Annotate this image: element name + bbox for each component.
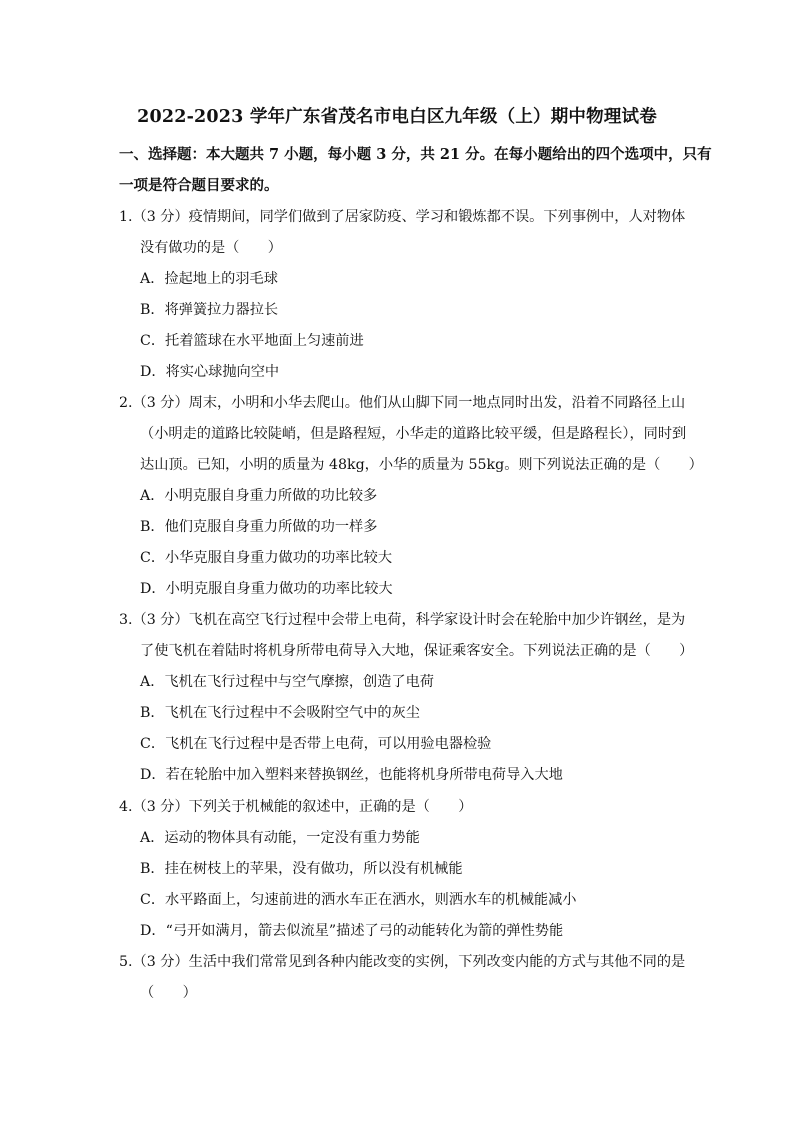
question-2-option-a: A．小明克服自身重力所做的功比较多 [140,488,378,504]
question-4-option-c: C．水平路面上，匀速前进的洒水车正在洒水，则洒水车的机械能减小 [140,892,577,908]
question-3-option-c: C．飞机在飞行过程中是否带上电荷，可以用验电器检验 [140,736,492,752]
section-heading-line-1: 一、选择题：本大题共 7 小题，每小题 3 分，共 21 分。在每小题给出的四个选项中，只有 [119,146,712,163]
question-3-line-1: 3.（3 分）飞机在高空飞行过程中会带上电荷，科学家设计时会在轮胎中加少许钢丝，是为 [119,612,686,628]
question-1-line-2: 没有做功的是（ ） [140,240,282,256]
question-1-option-b: B．将弹簧拉力器拉长 [140,302,279,318]
question-3-option-a: A．飞机在飞行过程中与空气摩擦，创造了电荷 [140,674,434,690]
question-4-option-d: D．“弓开如满月，箭去似流星”描述了弓的动能转化为箭的弹性势能 [140,923,564,939]
question-4-option-b: B．挂在树枝上的苹果，没有做功，所以没有机械能 [140,861,463,877]
question-2-line-1: 2.（3 分）周末，小明和小华去爬山。他们从山脚下同一地点同时出发，沿着不同路径上山 [119,395,686,411]
question-4-line-1: 4.（3 分）下列关于机械能的叙述中，正确的是（ ） [119,799,473,815]
exam-title: 2022-2023 学年广东省茂名市电白区九年级（上）期中物理试卷 [137,107,657,127]
question-1-line-1: 1.（3 分）疫情期间，同学们做到了居家防疫、学习和锻炼都不误。下列事例中，人对物体 [119,209,686,225]
question-2-line-3: 达山顶。已知，小明的质量为 48kg，小华的质量为 55kg。则下列说法正确的是（ ） [140,457,703,473]
question-5-line-2: （ ） [140,985,197,1001]
question-3-option-b: B．飞机在飞行过程中不会吸附空气中的灰尘 [140,705,420,721]
question-3-option-d: D．若在轮胎中加入塑料来替换钢丝，也能将机身所带电荷导入大地 [140,767,563,783]
question-1-option-c: C．托着篮球在水平地面上匀速前进 [140,333,364,349]
question-2-line-2: （小明走的道路比较陡峭，但是路程短，小华走的道路比较平缓，但是路程长），同时到 [140,426,687,442]
question-2-option-c: C．小华克服自身重力做功的功率比较大 [140,550,393,566]
question-4-option-a: A．运动的物体具有动能，一定没有重力势能 [140,830,420,846]
question-1-option-d: D．将实心球抛向空中 [140,364,280,380]
question-3-line-2: 了使飞机在着陆时将机身所带电荷导入大地，保证乘客安全。下列说法正确的是（ ） [140,643,694,659]
question-5-line-1: 5.（3 分）生活中我们常常见到各种内能改变的实例，下列改变内能的方式与其他不同的是 [119,954,686,970]
question-2-option-d: D．小明克服自身重力做功的功率比较大 [140,581,393,597]
section-heading-line-2: 一项是符合题目要求的。 [119,177,279,194]
question-1-option-a: A．捡起地上的羽毛球 [140,271,278,287]
question-2-option-b: B．他们克服自身重力所做的功一样多 [140,519,378,535]
